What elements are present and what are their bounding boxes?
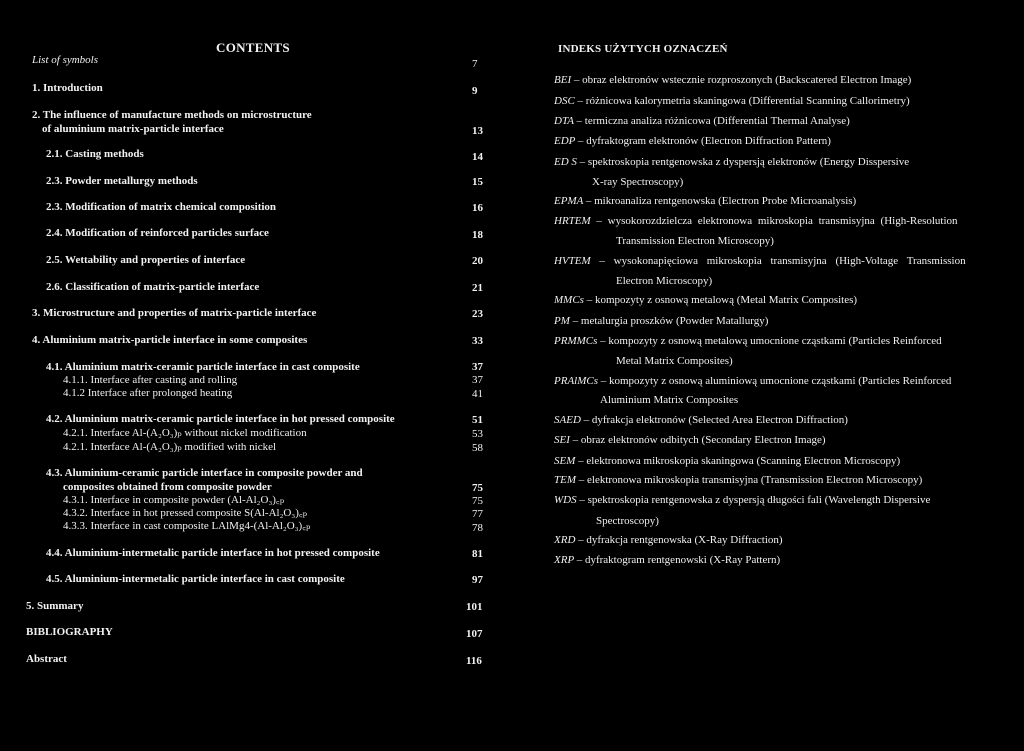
toc-entry-text: List of symbols bbox=[32, 54, 99, 66]
toc-entry-text: 5. Summary bbox=[26, 600, 84, 612]
index-desc: dyfrakcja elektronów (Selected Area Electron Diffraction) bbox=[591, 414, 848, 426]
index-desc-continuation: Aluminium Matrix Composites bbox=[600, 394, 739, 406]
toc-page-number: 18 bbox=[472, 229, 483, 241]
toc-entry[interactable] bbox=[0, 174, 500, 188]
toc-entry[interactable] bbox=[0, 108, 500, 122]
toc-page-number: 75 bbox=[472, 482, 483, 494]
index-abbr: WDS – bbox=[554, 494, 585, 506]
toc-page-number: 9 bbox=[472, 85, 478, 97]
index-abbr: EDP – bbox=[554, 135, 584, 147]
toc-page-number: 75 bbox=[472, 495, 483, 507]
toc-entry-text: 2.5. Wettability and properties of interface bbox=[46, 254, 246, 266]
toc-entry[interactable] bbox=[0, 546, 500, 560]
toc-entry[interactable] bbox=[0, 480, 500, 494]
toc-entry-text: 4.3.3. Interface in cast composite LAlMg4-(Al-Al₂O₃)꜀ₚ bbox=[63, 520, 311, 532]
toc-entry-text: 4.5. Aluminium-intermetalic particle interface in cast composite bbox=[46, 573, 345, 585]
toc-entry[interactable] bbox=[0, 253, 500, 267]
index-page bbox=[510, 0, 1024, 751]
toc-entry-text: 2.1. Casting methods bbox=[46, 148, 144, 160]
toc-entry-text: 4.3.1. Interface in composite powder (Al-Al₂O₃)꜀ₚ bbox=[63, 494, 285, 506]
index-abbr: SAED – bbox=[554, 414, 590, 426]
index-entry bbox=[554, 454, 994, 468]
toc-entry-text: 4.3. Aluminium-ceramic particle interface in composite powder and bbox=[46, 467, 363, 479]
toc-entry[interactable] bbox=[0, 426, 500, 440]
index-entry bbox=[554, 473, 994, 487]
index-desc-continuation: Spectroscopy) bbox=[596, 515, 659, 527]
index-desc: obraz elektronów odbitych (Secondary Electron Image) bbox=[580, 434, 826, 446]
index-desc: kompozyty z osnową aluminiową umocnione cząstkami (Particles Reinforced bbox=[609, 375, 952, 387]
toc-page-number: 7 bbox=[472, 58, 478, 70]
index-desc-continuation: Electron Microscopy) bbox=[616, 275, 713, 287]
toc-entry-text: 4. Aluminium matrix-particle interface in some composites bbox=[32, 334, 308, 346]
toc-entry[interactable] bbox=[0, 386, 500, 400]
toc-entry-text: 4.1.2 Interface after prolonged heating bbox=[63, 387, 233, 399]
index-desc: metalurgia proszków (Powder Matallurgy) bbox=[580, 315, 769, 327]
toc-page-number: 51 bbox=[472, 414, 483, 426]
toc-entry-text: 1. Introduction bbox=[32, 82, 103, 94]
index-entry bbox=[554, 433, 994, 447]
index-abbr: SEM – bbox=[554, 455, 584, 467]
toc-page-number: 33 bbox=[472, 335, 483, 347]
index-entry bbox=[554, 374, 994, 388]
toc-page-number: 53 bbox=[472, 428, 483, 440]
toc-entry[interactable] bbox=[0, 333, 500, 347]
index-entry bbox=[554, 493, 994, 507]
toc-entry-text: 4.2.1. Interface Al-(A₂O₃)ₚ modified with nickel bbox=[63, 441, 277, 453]
index-desc: elektronowa mikroskopia skaningowa (Scanning Electron Microscopy) bbox=[586, 455, 901, 467]
index-abbr: DTA – bbox=[554, 115, 583, 127]
index-abbr: EPMA – bbox=[554, 195, 592, 207]
toc-entry[interactable] bbox=[0, 147, 500, 161]
index-entry bbox=[554, 73, 994, 87]
toc-entry[interactable] bbox=[0, 360, 500, 374]
toc-page-number: 78 bbox=[472, 522, 483, 534]
index-desc: kompozyty z osnową metalową (Metal Matrix Composites) bbox=[594, 294, 858, 306]
index-entry bbox=[554, 413, 994, 427]
index-abbr: XRP – bbox=[554, 554, 583, 566]
toc-entry[interactable] bbox=[0, 226, 500, 240]
index-abbr: BEI – bbox=[554, 74, 580, 86]
index-desc-continuation: X-ray Spectroscopy) bbox=[592, 176, 684, 188]
index-abbr: HRTEM – bbox=[554, 215, 602, 227]
toc-entry-text: Abstract bbox=[26, 653, 67, 665]
toc-entry[interactable] bbox=[0, 599, 500, 613]
toc-entry-text: 4.3.2. Interface in hot pressed composite S(Al-Al₂O₃)꜀ₚ bbox=[63, 507, 308, 519]
toc-entry[interactable] bbox=[0, 572, 500, 586]
contents-page bbox=[0, 0, 500, 751]
toc-entry[interactable] bbox=[0, 200, 500, 214]
toc-entry[interactable] bbox=[0, 652, 500, 666]
toc-page-number: 15 bbox=[472, 176, 483, 188]
toc-entry-text: 2. The influence of manufacture methods on microstructure bbox=[32, 109, 312, 121]
toc-page-number: 41 bbox=[472, 388, 483, 400]
toc-entry[interactable] bbox=[0, 81, 500, 95]
index-abbr: PRMMCs – bbox=[554, 335, 606, 347]
index-entry bbox=[554, 134, 994, 148]
toc-entry-text: 4.4. Aluminium-intermetalic particle interface in hot pressed composite bbox=[46, 547, 380, 559]
toc-entry-text: 4.1.1. Interface after casting and rolling bbox=[63, 374, 238, 386]
index-entry bbox=[554, 94, 994, 108]
index-entry bbox=[554, 553, 994, 567]
toc-entry-text: 3. Microstructure and properties of matrix-particle interface bbox=[32, 307, 317, 319]
index-abbr: HVTEM – bbox=[554, 255, 605, 267]
index-abbr: MMCs – bbox=[554, 294, 593, 306]
toc-entry-text: 4.2. Aluminium matrix-ceramic particle interface in hot pressed composite bbox=[46, 413, 395, 425]
index-abbr: ED S – bbox=[554, 156, 586, 168]
index-desc: dyfraktogram rentgenowski (X-Ray Pattern) bbox=[584, 554, 781, 566]
toc-entry-text: 4.1. Aluminium matrix-ceramic particle interface in cast composite bbox=[46, 361, 360, 373]
index-entry bbox=[554, 155, 994, 169]
toc-entry-text: 2.4. Modification of reinforced particles surface bbox=[46, 227, 269, 239]
index-desc: mikroanaliza rentgenowska (Electron Probe Microanalysis) bbox=[594, 195, 857, 207]
index-desc: wysokonapięciowa mikroskopia transmisyjna (High-Voltage Transmission bbox=[613, 255, 966, 267]
index-abbr: SEI – bbox=[554, 434, 579, 446]
toc-page-number: 37 bbox=[472, 374, 483, 386]
toc-page-number: 13 bbox=[472, 125, 483, 137]
toc-page-number: 23 bbox=[472, 308, 483, 320]
index-desc: termiczna analiza różnicowa (Differential Thermal Analyse) bbox=[584, 115, 850, 127]
index-abbr: PRAlMCs – bbox=[554, 375, 607, 387]
toc-entry-text: 2.6. Classification of matrix-particle interface bbox=[46, 281, 260, 293]
index-desc: wysokorozdzielcza elektronowa mikroskopia transmisyjna (High-Resolution bbox=[607, 215, 958, 227]
index-desc: spektroskopia rentgenowska z dyspersją elektronów (Energy Disspersive bbox=[587, 156, 910, 168]
toc-page-number: 116 bbox=[466, 655, 482, 667]
index-desc: kompozyty z osnową metalową umocnione cząstkami (Particles Reinforced bbox=[608, 335, 942, 347]
index-entry bbox=[554, 334, 994, 348]
index-abbr: DSC – bbox=[554, 95, 584, 107]
toc-page-number: 58 bbox=[472, 442, 483, 454]
index-desc-continuation: Metal Matrix Composites) bbox=[616, 355, 733, 367]
toc-entry[interactable] bbox=[0, 440, 500, 454]
toc-entry[interactable] bbox=[0, 306, 500, 320]
toc-entry-text: of aluminium matrix-particle interface bbox=[42, 123, 224, 135]
toc-page-number: 20 bbox=[472, 255, 483, 267]
index-desc: dyfraktogram elektronów (Electron Diffraction Pattern) bbox=[586, 135, 831, 147]
toc-page-number: 101 bbox=[466, 601, 483, 613]
toc-entry-text: composites obtained from composite powder bbox=[63, 481, 272, 493]
toc-entry[interactable] bbox=[0, 412, 500, 426]
toc-page-number: 14 bbox=[472, 151, 483, 163]
toc-entry[interactable] bbox=[0, 519, 500, 533]
index-desc: spektroskopia rentgenowska z dyspersją długości fali (Wavelength Dispersive bbox=[587, 494, 931, 506]
index-entry bbox=[554, 293, 994, 307]
toc-page-number: 16 bbox=[472, 202, 483, 214]
toc-entry[interactable] bbox=[0, 280, 500, 294]
toc-entry-text: 2.3. Modification of matrix chemical composition bbox=[46, 201, 277, 213]
toc-page-number: 37 bbox=[472, 361, 483, 373]
toc-entry[interactable] bbox=[0, 466, 500, 480]
toc-page-number: 97 bbox=[472, 574, 483, 586]
toc-entry-list-of-symbols[interactable] bbox=[0, 53, 500, 70]
index-abbr: XRD – bbox=[554, 534, 584, 546]
toc-page-number: 77 bbox=[472, 508, 483, 520]
index-desc-continuation: Transmission Electron Microscopy) bbox=[616, 235, 774, 247]
index-title: INDEKS UŻYTYCH OZNACZEŃ bbox=[558, 43, 728, 55]
index-desc: elektronowa mikroskopia transmisyjna (Transmission Electron Microscopy) bbox=[587, 474, 923, 486]
contents-title: CONTENTS bbox=[216, 40, 290, 55]
index-desc: obraz elektronów wstecznie rozproszonych (Backscatered Electron Image) bbox=[582, 74, 912, 86]
toc-entry-text: BIBLIOGRAPHY bbox=[26, 626, 113, 638]
index-desc: różnicowa kalorymetria skaningowa (Differential Scanning Callorimetry) bbox=[585, 95, 910, 107]
index-abbr: PM – bbox=[554, 315, 579, 327]
toc-entry[interactable] bbox=[0, 506, 500, 520]
index-entry bbox=[554, 214, 994, 228]
toc-entry-text: 4.2.1. Interface Al-(A₂O₃)ₚ without nickel modification bbox=[63, 427, 307, 439]
index-entry bbox=[554, 194, 994, 208]
toc-entry-text: 2.3. Powder metallurgy methods bbox=[46, 175, 198, 187]
index-entry bbox=[554, 314, 994, 328]
toc-page-number: 81 bbox=[472, 548, 483, 560]
toc-entry[interactable] bbox=[0, 493, 500, 507]
index-entry bbox=[554, 533, 994, 547]
toc-entry[interactable] bbox=[0, 373, 500, 387]
toc-entry[interactable] bbox=[0, 122, 500, 136]
index-entry bbox=[554, 114, 994, 128]
index-abbr: TEM – bbox=[554, 474, 585, 486]
toc-page-number: 107 bbox=[466, 628, 483, 640]
index-desc: dyfrakcja rentgenowska (X-Ray Diffraction) bbox=[586, 534, 783, 546]
toc-entry[interactable] bbox=[0, 625, 500, 639]
toc-page-number: 21 bbox=[472, 282, 483, 294]
index-entry bbox=[554, 254, 994, 268]
